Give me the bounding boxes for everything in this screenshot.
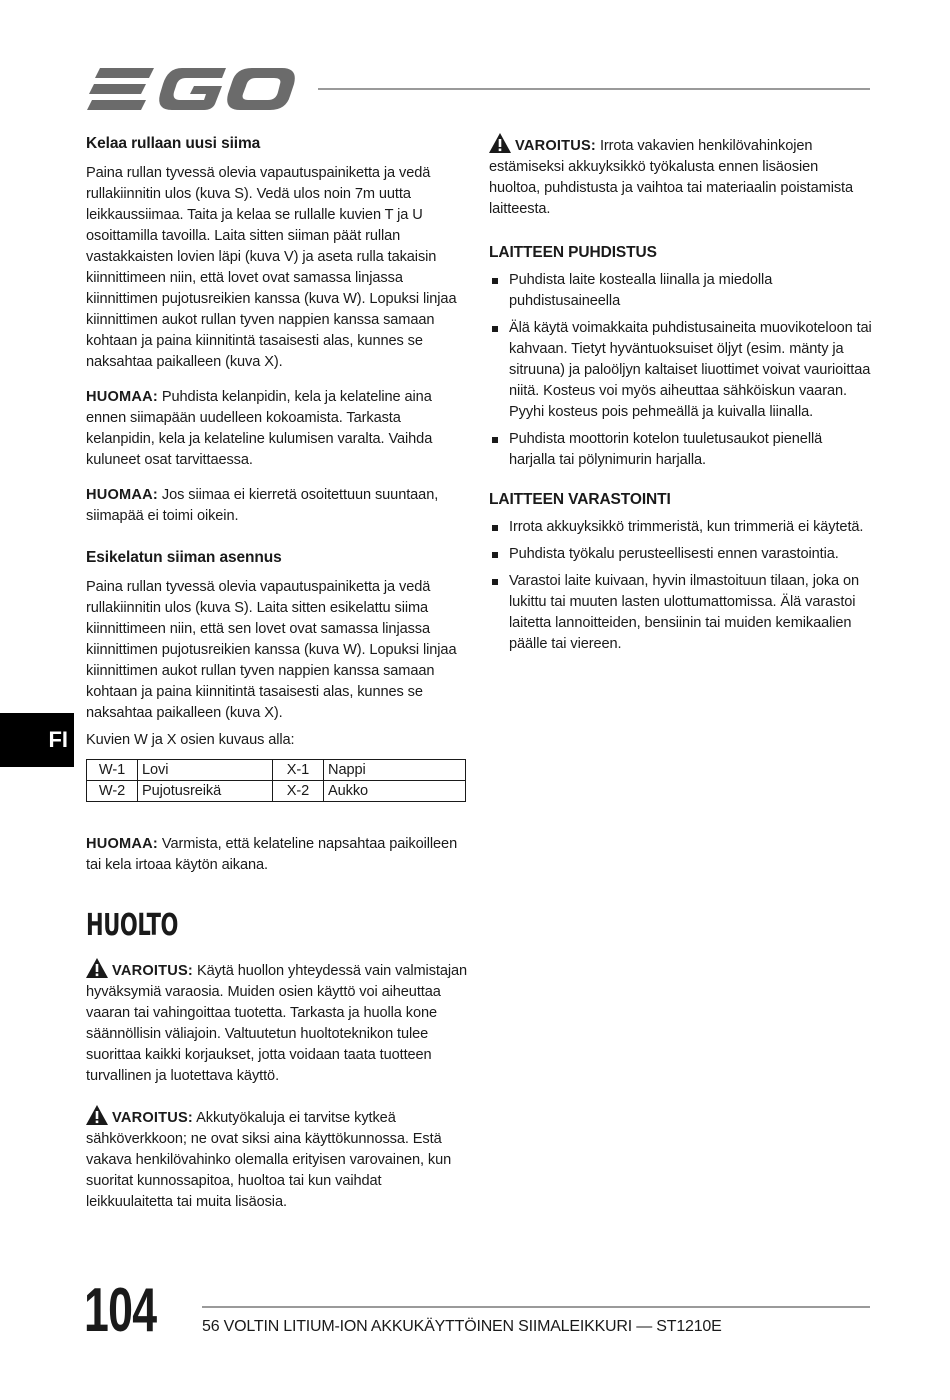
note-text: Jos siimaa ei kierretä osoitettuun suuntaan, siimapää ei toimi oikein.: [86, 487, 439, 524]
right-column: [489, 133, 872, 673]
warning-triangle-icon: [86, 1105, 108, 1125]
note-label: HUOMAA:: [86, 389, 158, 405]
table-row: [87, 781, 466, 802]
paragraph-rewind-instructions: Paina rullan tyvessä olevia vapautuspainiketta ja vedä rullakiinnitin ulos (kuva S). Vedä ulos noin 7m uutta leikkaussiimaa. Taita ja kelaa se rullalle kuvien T ja U osoittamilla tavoilla. Laita sitten siiman päät rullan vastakkaisten lovien läpi (kuva V) ja aseta rulla takaisin kiinnittimeen niin, että lovet ovat samassa linjassa kiinnittimen pujotusreikien kanssa (kuva W). Lopuksi linjaa kiinnittimen aukot rullan tyven nappien kanssa samaan kohtaan ja paina kiinnitintä tasaisesti alas, kunnes se naksahtaa paikalleen (kuva X).: [86, 165, 457, 370]
page-number: 104: [84, 1276, 157, 1345]
header-rule: [318, 88, 870, 90]
heading-rewind-line: Kelaa rullaan uusi siima: [86, 135, 261, 152]
part-code: W-1: [87, 760, 138, 781]
warning-text: Akkutyökaluja ei tarvitse kytkeä sähköverkkoon; ne ovat siksi aina käyttökunnossa. Estä vakava henkilövahinko olemalla erityisen varovainen, kun suoritat kunnossapitoa, huoltoa tai kun vaihdat leikkuulaitetta tai muita lisäosia.: [86, 1110, 452, 1210]
list-item: Puhdista moottorin kotelon tuuletusaukot pienellä harjalla tai pölynimurin harjalla.: [489, 429, 872, 471]
warning-label: VAROITUS:: [112, 1110, 193, 1126]
list-item: Varastoi laite kuivaan, hyvin ilmastoituun tilaan, joka on lukittu tai muuten lasten ulottumattomissa. Älä varastoi laitetta lannoitteiden, bensiinin tai muiden kemikaalien päälle tai viereen.: [489, 571, 872, 655]
paragraph-parts-intro: Kuvien W ja X osien kuvaus alla:: [86, 732, 295, 748]
list-item: Irrota akkuyksikkö trimmeristä, kun trimmeriä ei käytetä.: [489, 517, 872, 538]
parts-table: [86, 759, 466, 802]
warning-label: VAROITUS:: [515, 138, 596, 154]
list-item: Älä käytä voimakkaita puhdistusaineita muovikoteloon tai kahvaan. Tietyt hyväntuoksuiset öljyt (esim. mänty ja sitruuna) ja paloöljyn kaltaiset liuottimet voivat vaurioittaa niitä. Kosteus voi myös aiheuttaa sähköiskun vaaran. Pyyhi kosteus pois pehmeällä ja kuivalla liinalla.: [489, 318, 872, 423]
warning-disconnect-battery: [489, 133, 872, 220]
part-name: Pujotusreikä: [138, 781, 273, 802]
part-name: Nappi: [324, 760, 466, 781]
section-title-maintenance: HUOLTO: [86, 908, 179, 943]
warning-text: Irrota vakavien henkilövahinkojen estämiseksi akkuyksikkö työkalusta ennen lisäosien huoltoa, puhdistusta ja vaihtoa tai materiaalin poistamista laitteesta.: [489, 138, 854, 217]
note-label: HUOMAA:: [86, 836, 158, 852]
left-column: [86, 133, 468, 1227]
note-clean-spool: [86, 387, 468, 471]
part-code: X-2: [273, 781, 324, 802]
warning-label: VAROITUS:: [112, 963, 193, 979]
note-text: Puhdista kelanpidin, kela ja kelateline aina ennen siimapään uudelleen kokoamista. Tarkasta kelanpidin, kela ja kelateline kulumisen varalta. Vaihda kuluneet osat tarvittaessa.: [86, 389, 433, 468]
warning-triangle-icon: [489, 133, 511, 153]
ego-logo: [86, 64, 298, 114]
heading-storage: LAITTEEN VARASTOINTI: [489, 491, 671, 508]
warning-battery-tools: [86, 1105, 468, 1213]
list-item: Puhdista työkalu perusteellisesti ennen varastointia.: [489, 544, 872, 565]
language-tab: FI: [0, 713, 74, 767]
table-row: [87, 760, 466, 781]
part-code: W-2: [87, 781, 138, 802]
part-name: Aukko: [324, 781, 466, 802]
paragraph-prewound-instructions: Paina rullan tyvessä olevia vapautuspainiketta ja vedä rullakiinnitin ulos (kuva S). Laita sitten esikelattu siima kiinnittimeen niin, että sen lovet ovat samassa linjassa kiinnittimen pujotusreikien kanssa (kuva W). Lopuksi linjaa kiinnittimen aukot rullan tyven nappien kanssa samaan kohtaan ja paina kiinnitintä tasaisesti alas, kunnes se naksahtaa paikalleen (kuva X).: [86, 579, 457, 721]
list-item: Puhdista laite kostealla liinalla ja miedolla puhdistusaineella: [489, 270, 872, 312]
storage-list: [489, 517, 872, 655]
heading-cleaning: LAITTEEN PUHDISTUS: [489, 244, 657, 261]
footer-product-title: 56 VOLTIN LITIUM-ION AKKUKÄYTTÖINEN SIIMALEIKKURI — ST1210E: [202, 1318, 722, 1335]
cleaning-list: [489, 270, 872, 471]
note-spool-click: [86, 834, 468, 876]
warning-triangle-icon: [86, 958, 108, 978]
note-direction: [86, 485, 468, 527]
footer-rule: [202, 1306, 870, 1308]
part-code: X-1: [273, 760, 324, 781]
note-text: Varmista, että kelateline napsahtaa paikoilleen tai kela irtoaa käytön aikana.: [86, 836, 458, 873]
warning-text: Käytä huollon yhteydessä vain valmistajan hyväksymiä varaosia. Muiden osien käyttö voi aiheuttaa vaaran tai vahingoittaa tuotetta. Tarkasta ja huolla kone säännöllisin väliajoin. Valtuutetun huoltoteknikon tulee suorittaa kaikki korjaukset, jotta voidaan taata tuotteen turvallinen ja luotettava käyttö.: [86, 963, 468, 1084]
note-label: HUOMAA:: [86, 487, 158, 503]
warning-spare-parts: [86, 958, 468, 1087]
part-name: Lovi: [138, 760, 273, 781]
heading-prewound-line: Esikelatun siiman asennus: [86, 549, 282, 566]
